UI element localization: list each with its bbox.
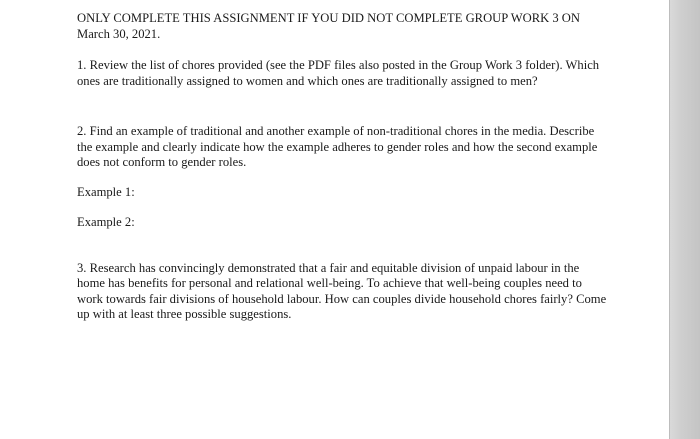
example-2-label: Example 2: bbox=[77, 215, 135, 229]
question-1: 1. Review the list of chores provided (see the PDF files also posted in the Group Work 3 folder). Which ones are traditionally assigned to women and which ones are traditionally assigned to men? bbox=[77, 58, 600, 88]
example-1-label: Example 1: bbox=[77, 184, 135, 199]
document-content bbox=[77, 11, 607, 323]
page-edge-shadow bbox=[669, 0, 700, 439]
question-2: 2. Find an example of traditional and another example of non-traditional chores in the media. Describe the example and clearly indicate how the example adheres to gender roles and how the second example does not conform to gender roles. bbox=[77, 124, 598, 169]
question-3: 3. Research has convincingly demonstrated that a fair and equitable division of unpaid labour in the home has benefits for personal and relational well-being. To achieve that well-being couples need to work towards fair divisions of household labour. How can couples divide household chores fairly? Come up with at least three possible suggestions. bbox=[77, 260, 607, 321]
assignment-header: ONLY COMPLETE THIS ASSIGNMENT IF YOU DID NOT COMPLETE GROUP WORK 3 ON March 30, 2021. bbox=[77, 11, 580, 41]
